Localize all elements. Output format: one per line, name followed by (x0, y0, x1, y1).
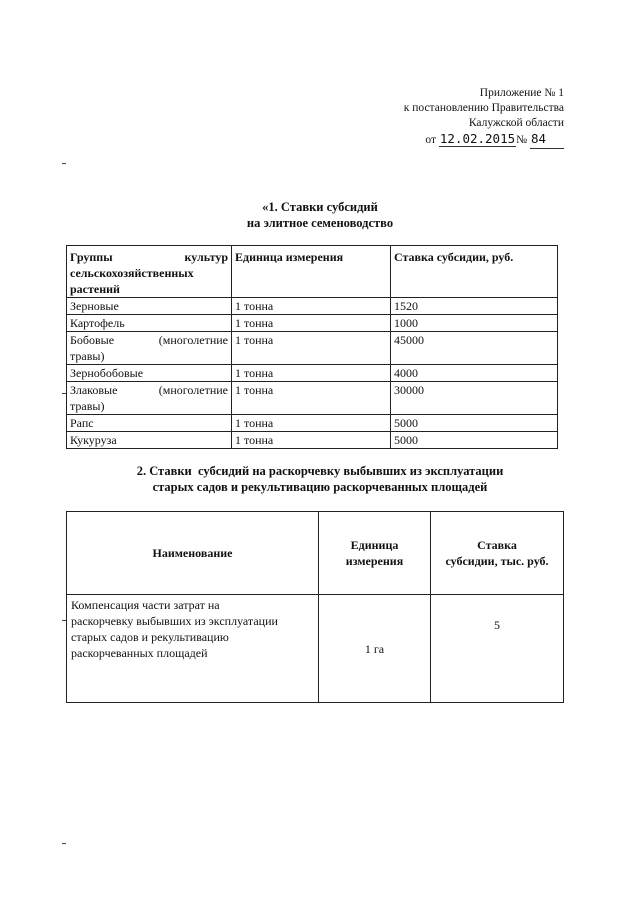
appendix-date-line (304, 131, 564, 149)
header-unit-line2: измерения (345, 554, 404, 568)
name-line4: раскорчеванных площадей (71, 646, 208, 660)
crop-line1: Злаковые (многолетние (70, 383, 228, 397)
crop-cell: Кукуруза (67, 432, 232, 449)
header-crop-line3: растений (70, 282, 120, 296)
table-row (67, 595, 564, 703)
date-prefix: от (425, 134, 436, 146)
header-rate: Ставка субсидии, руб. (391, 246, 558, 298)
rate-cell: 4000 (391, 365, 558, 382)
appendix-line-2: к постановлению Правительства (403, 102, 564, 114)
margin-mark (62, 163, 66, 164)
unit-cell: 1 тонна (232, 432, 391, 449)
header-crop-line2: сельскохозяйственных (70, 266, 194, 280)
unit-cell: 1 тонна (232, 332, 391, 365)
unit-cell: 1 тонна (232, 298, 391, 315)
appendix-line-1: Приложение № 1 (479, 87, 564, 99)
name-line3: старых садов и рекультивацию (71, 630, 229, 644)
unit-cell: 1 тонна (232, 315, 391, 332)
unit-cell: 1 тонна (232, 365, 391, 382)
rate-cell: 30000 (391, 382, 558, 415)
header-name: Наименование (67, 512, 319, 595)
unit-cell: 1 тонна (232, 382, 391, 415)
unit-cell: 1 га (319, 595, 431, 703)
name-line1: Компенсация части затрат на (71, 598, 220, 612)
table-row (67, 332, 558, 365)
table-row (67, 382, 558, 415)
table-header-row (67, 512, 564, 595)
section2-title-line1: 2. Ставки субсидий на раскорчевку выбывших из эксплуатации (136, 464, 504, 478)
appendix-line-3: Калужской области (468, 117, 564, 129)
crop-cell (67, 382, 232, 415)
crop-cell: Картофель (67, 315, 232, 332)
table-row (67, 432, 558, 449)
crop-cell (67, 332, 232, 365)
table-header-row (67, 246, 558, 298)
seed-subsidy-table (66, 245, 558, 449)
crop-cell: Рапс (67, 415, 232, 432)
section2-title-line2: старых садов и рекультивацию раскорчеванных площадей (152, 480, 488, 494)
number-value: 84 (531, 131, 547, 146)
section2-title (0, 463, 640, 495)
unit-cell: 1 тонна (232, 415, 391, 432)
rate-cell: 1000 (391, 315, 558, 332)
header-crop-group (67, 246, 232, 298)
crop-line2: травы) (70, 349, 105, 363)
name-cell (67, 595, 319, 703)
rate-cell: 5000 (391, 415, 558, 432)
header-unit: Единица измерения (232, 246, 391, 298)
header-rate-line2: субсидии, тыс. руб. (445, 554, 549, 568)
table-row (67, 415, 558, 432)
table-row (67, 365, 558, 382)
crop-line2: травы) (70, 399, 105, 413)
section1-title-line2: на элитное семеноводство (246, 216, 394, 230)
appendix-note (304, 86, 564, 149)
header-rate-line1: Ставка (477, 538, 517, 552)
table-row (67, 298, 558, 315)
margin-mark (62, 843, 66, 844)
table-row (67, 315, 558, 332)
rate-cell: 1520 (391, 298, 558, 315)
name-line2: раскорчевку выбывших из эксплуатации (71, 614, 278, 628)
section1-title-line1: «1. Ставки субсидий (262, 200, 378, 214)
section1-title (0, 199, 640, 231)
header-crop-line1: Группы культур (70, 250, 228, 264)
number-prefix: № (516, 134, 528, 146)
date-value: 12.02.2015 (439, 131, 516, 146)
orchard-subsidy-table (66, 511, 564, 703)
crop-line1: Бобовые (многолетние (70, 333, 228, 347)
crop-cell: Зернобобовые (67, 365, 232, 382)
crop-cell: Зерновые (67, 298, 232, 315)
header-unit (319, 512, 431, 595)
rate-cell: 5 (431, 595, 564, 703)
header-unit-line1: Единица (350, 538, 399, 552)
header-rate (431, 512, 564, 595)
rate-cell: 45000 (391, 332, 558, 365)
rate-cell: 5000 (391, 432, 558, 449)
